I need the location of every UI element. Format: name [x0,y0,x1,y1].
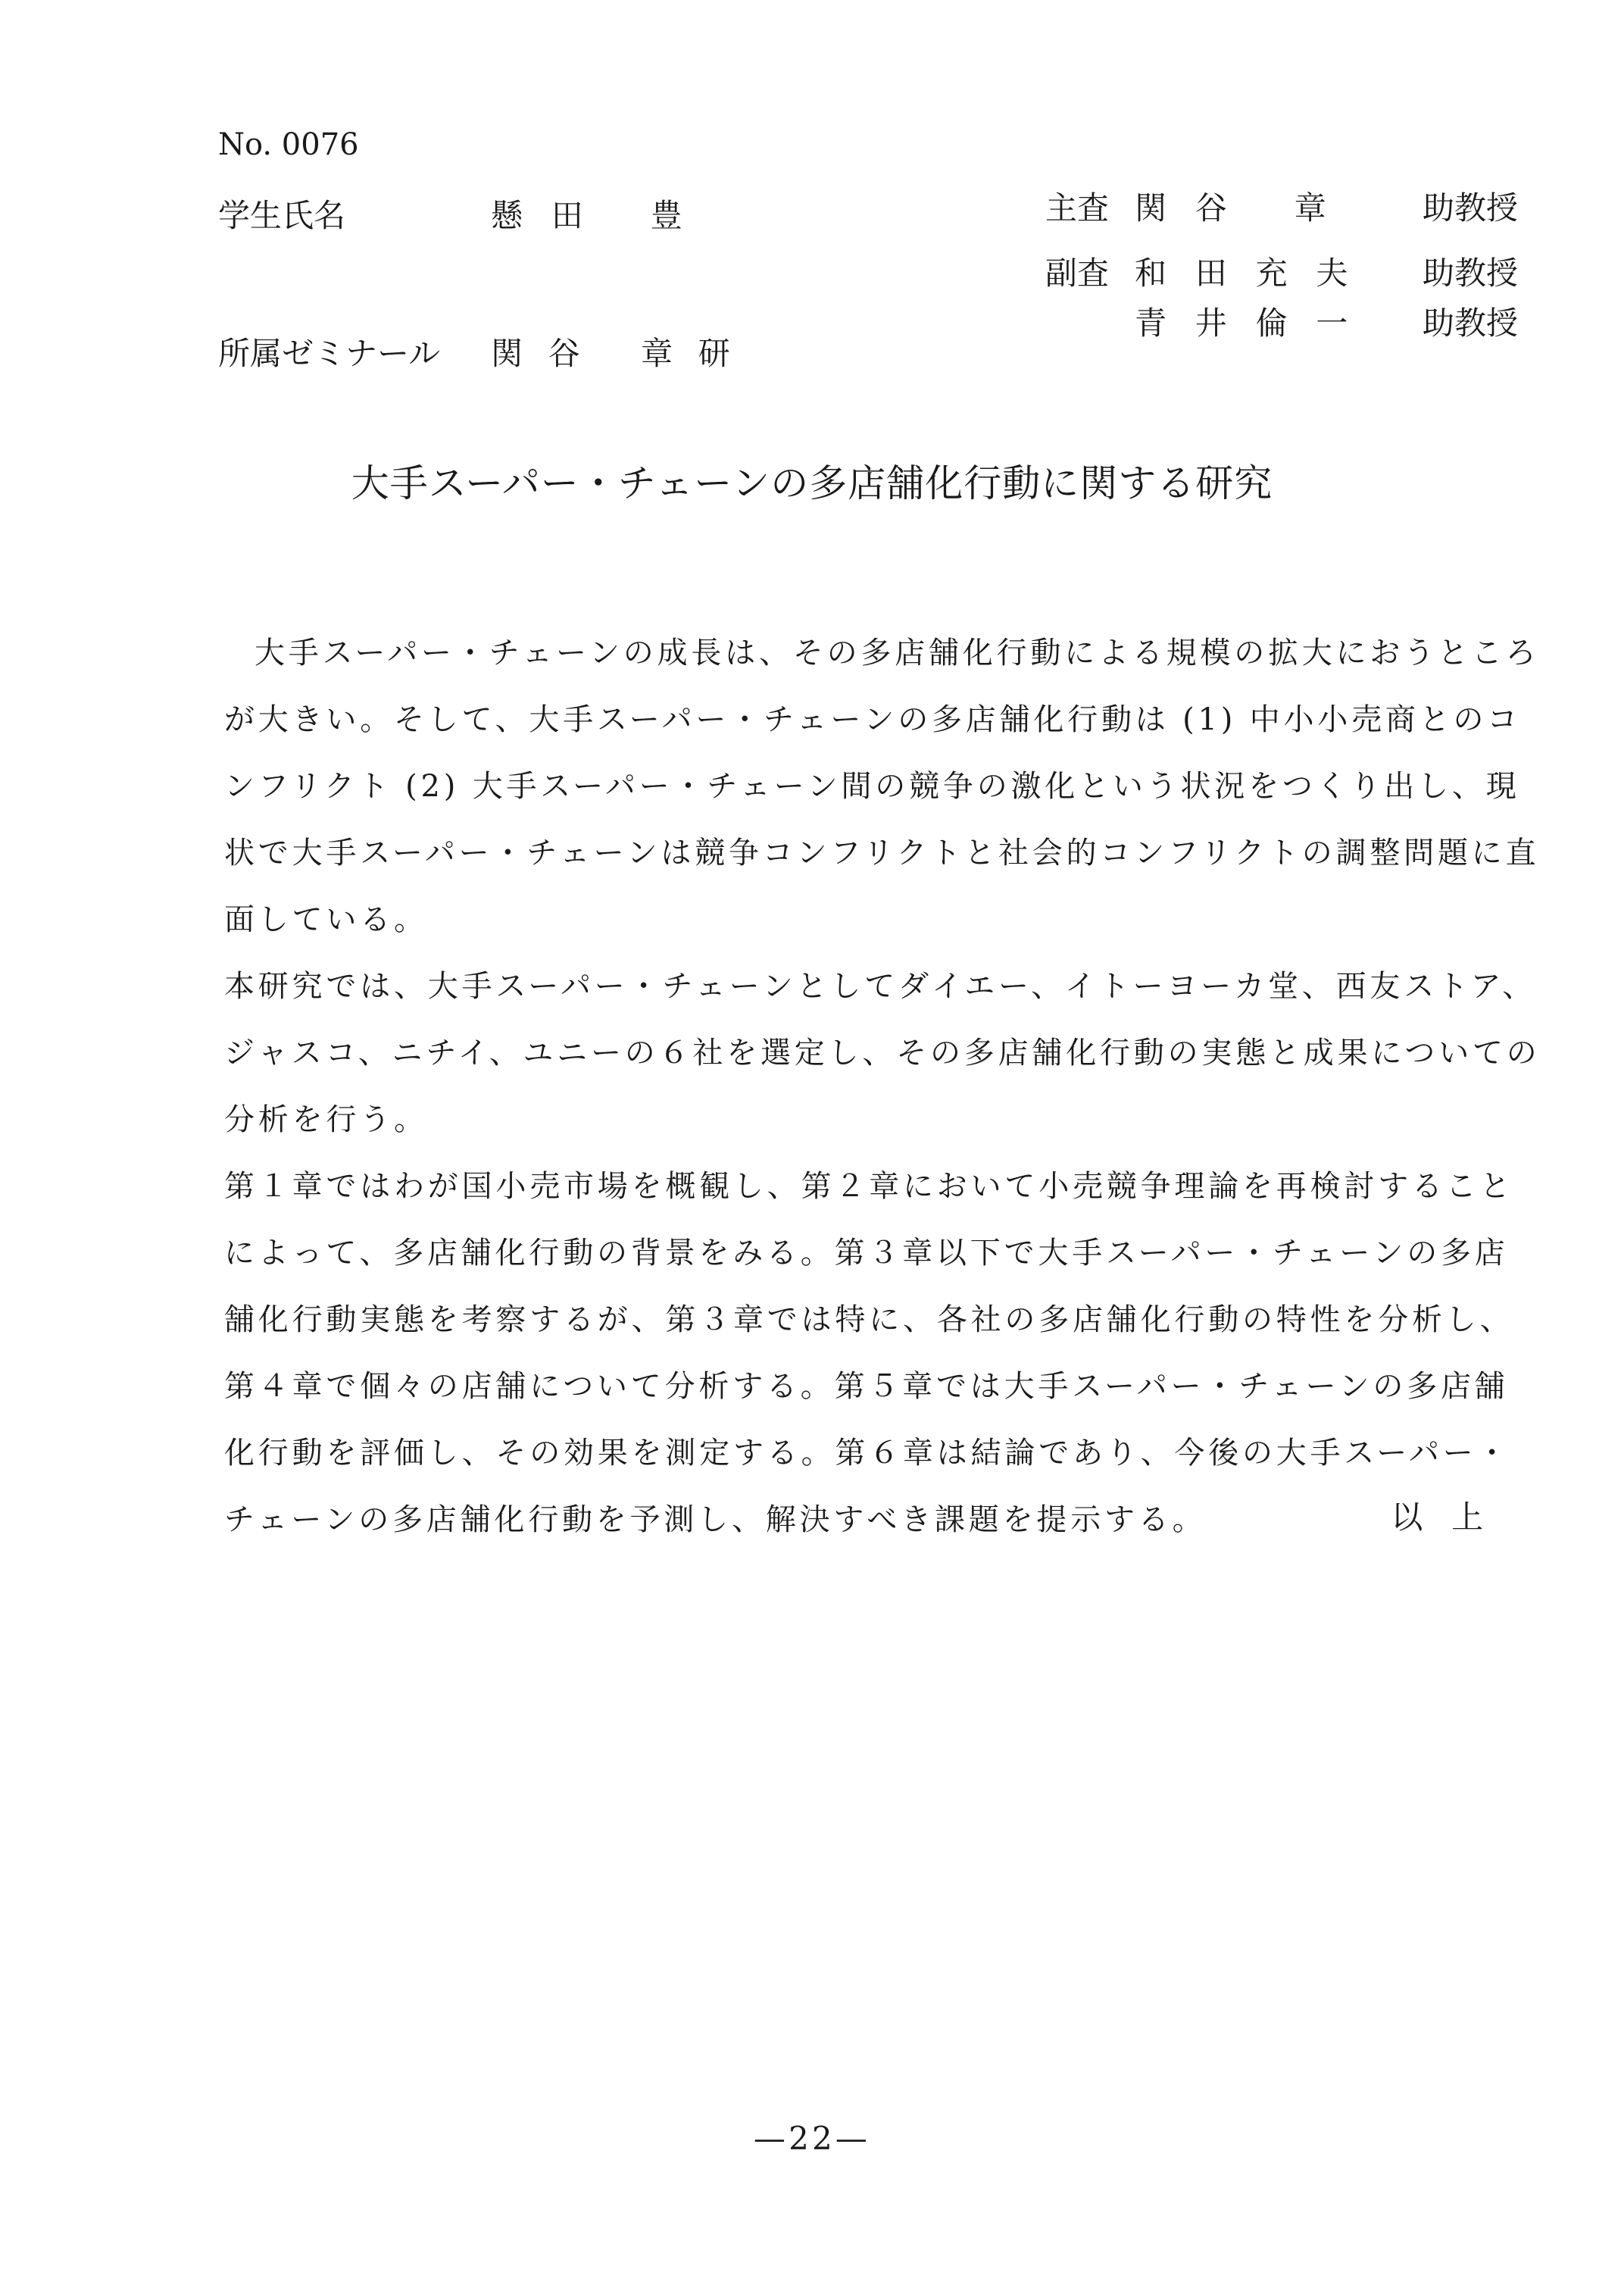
seminar-name: 関谷 章研 [491,335,756,372]
examiner-role: 主査 [1045,189,1110,227]
document-number: No. 0076 [218,127,359,162]
student-name: 懸田 豊 [491,197,711,234]
abstract-paragraph: 本研究では、大手スーパー・チェーンとしてダイエー、イトーヨーカ堂、西友ストア、ジャスコ、ニチイ、ユニーの６社を選定し、その多店舗化行動の実態と成果についての分析を行う。 [224,969,1541,1137]
thesis-title: 大手スーパー・チェーンの多店舗化行動に関する研究 [351,461,1273,505]
abstract-paragraph: 第１章ではわが国小売市場を概観し、第２章において小売競争理論を再検討することによって、多店舗化行動の背景をみる。第３章以下で大手スーパー・チェーンの多店舗化行動実態を考察するが、第３章では特に、各社の多店舗化行動の特性を分析し、第４章で個々の店舗について分析する。第５章では大手スーパー・チェーンの多店舗化行動を評価し、その効果を測定する。第６章は結論であり、今後の大手スーパー・チェーンの多店舗化行動を予測し、解決すべき課題を提示する。 [224,1169,1514,1537]
examiner-title: 助教授 [1423,189,1519,227]
examiner-name: 和田充夫 [1135,255,1377,292]
abstract-body [224,620,1542,1553]
examiner-name: 関谷 章 [1135,189,1355,227]
examiner-row [1045,248,1518,294]
page-number: —22— [753,2120,871,2157]
examiner-row [1045,183,1518,229]
examiner-role: 副査 [1045,255,1110,292]
closing-mark: 以上 [1391,1499,1512,1536]
examiner-row [1045,298,1518,344]
student-name-label: 学生氏名 [218,197,346,234]
abstract-paragraph: 大手スーパー・チェーンの成長は、その多店舗化行動による規模の拡大におうところが大きい。そして、大手スーパー・チェーンの多店舗化行動は (1) 中小小売商とのコンフリクト (2) 大手スーパー・チェーン間の競争の激化という状況をつくり出し、現状で大手スーパー・チェーンは競争コンフリクトと社会的コンフリクトの調整問題に直面している。 [224,636,1540,937]
seminar-label: 所属ゼミナール [218,335,441,372]
examiner-name: 青井倫一 [1135,305,1377,342]
examiner-title: 助教授 [1423,305,1519,342]
examiner-title: 助教授 [1423,255,1519,292]
